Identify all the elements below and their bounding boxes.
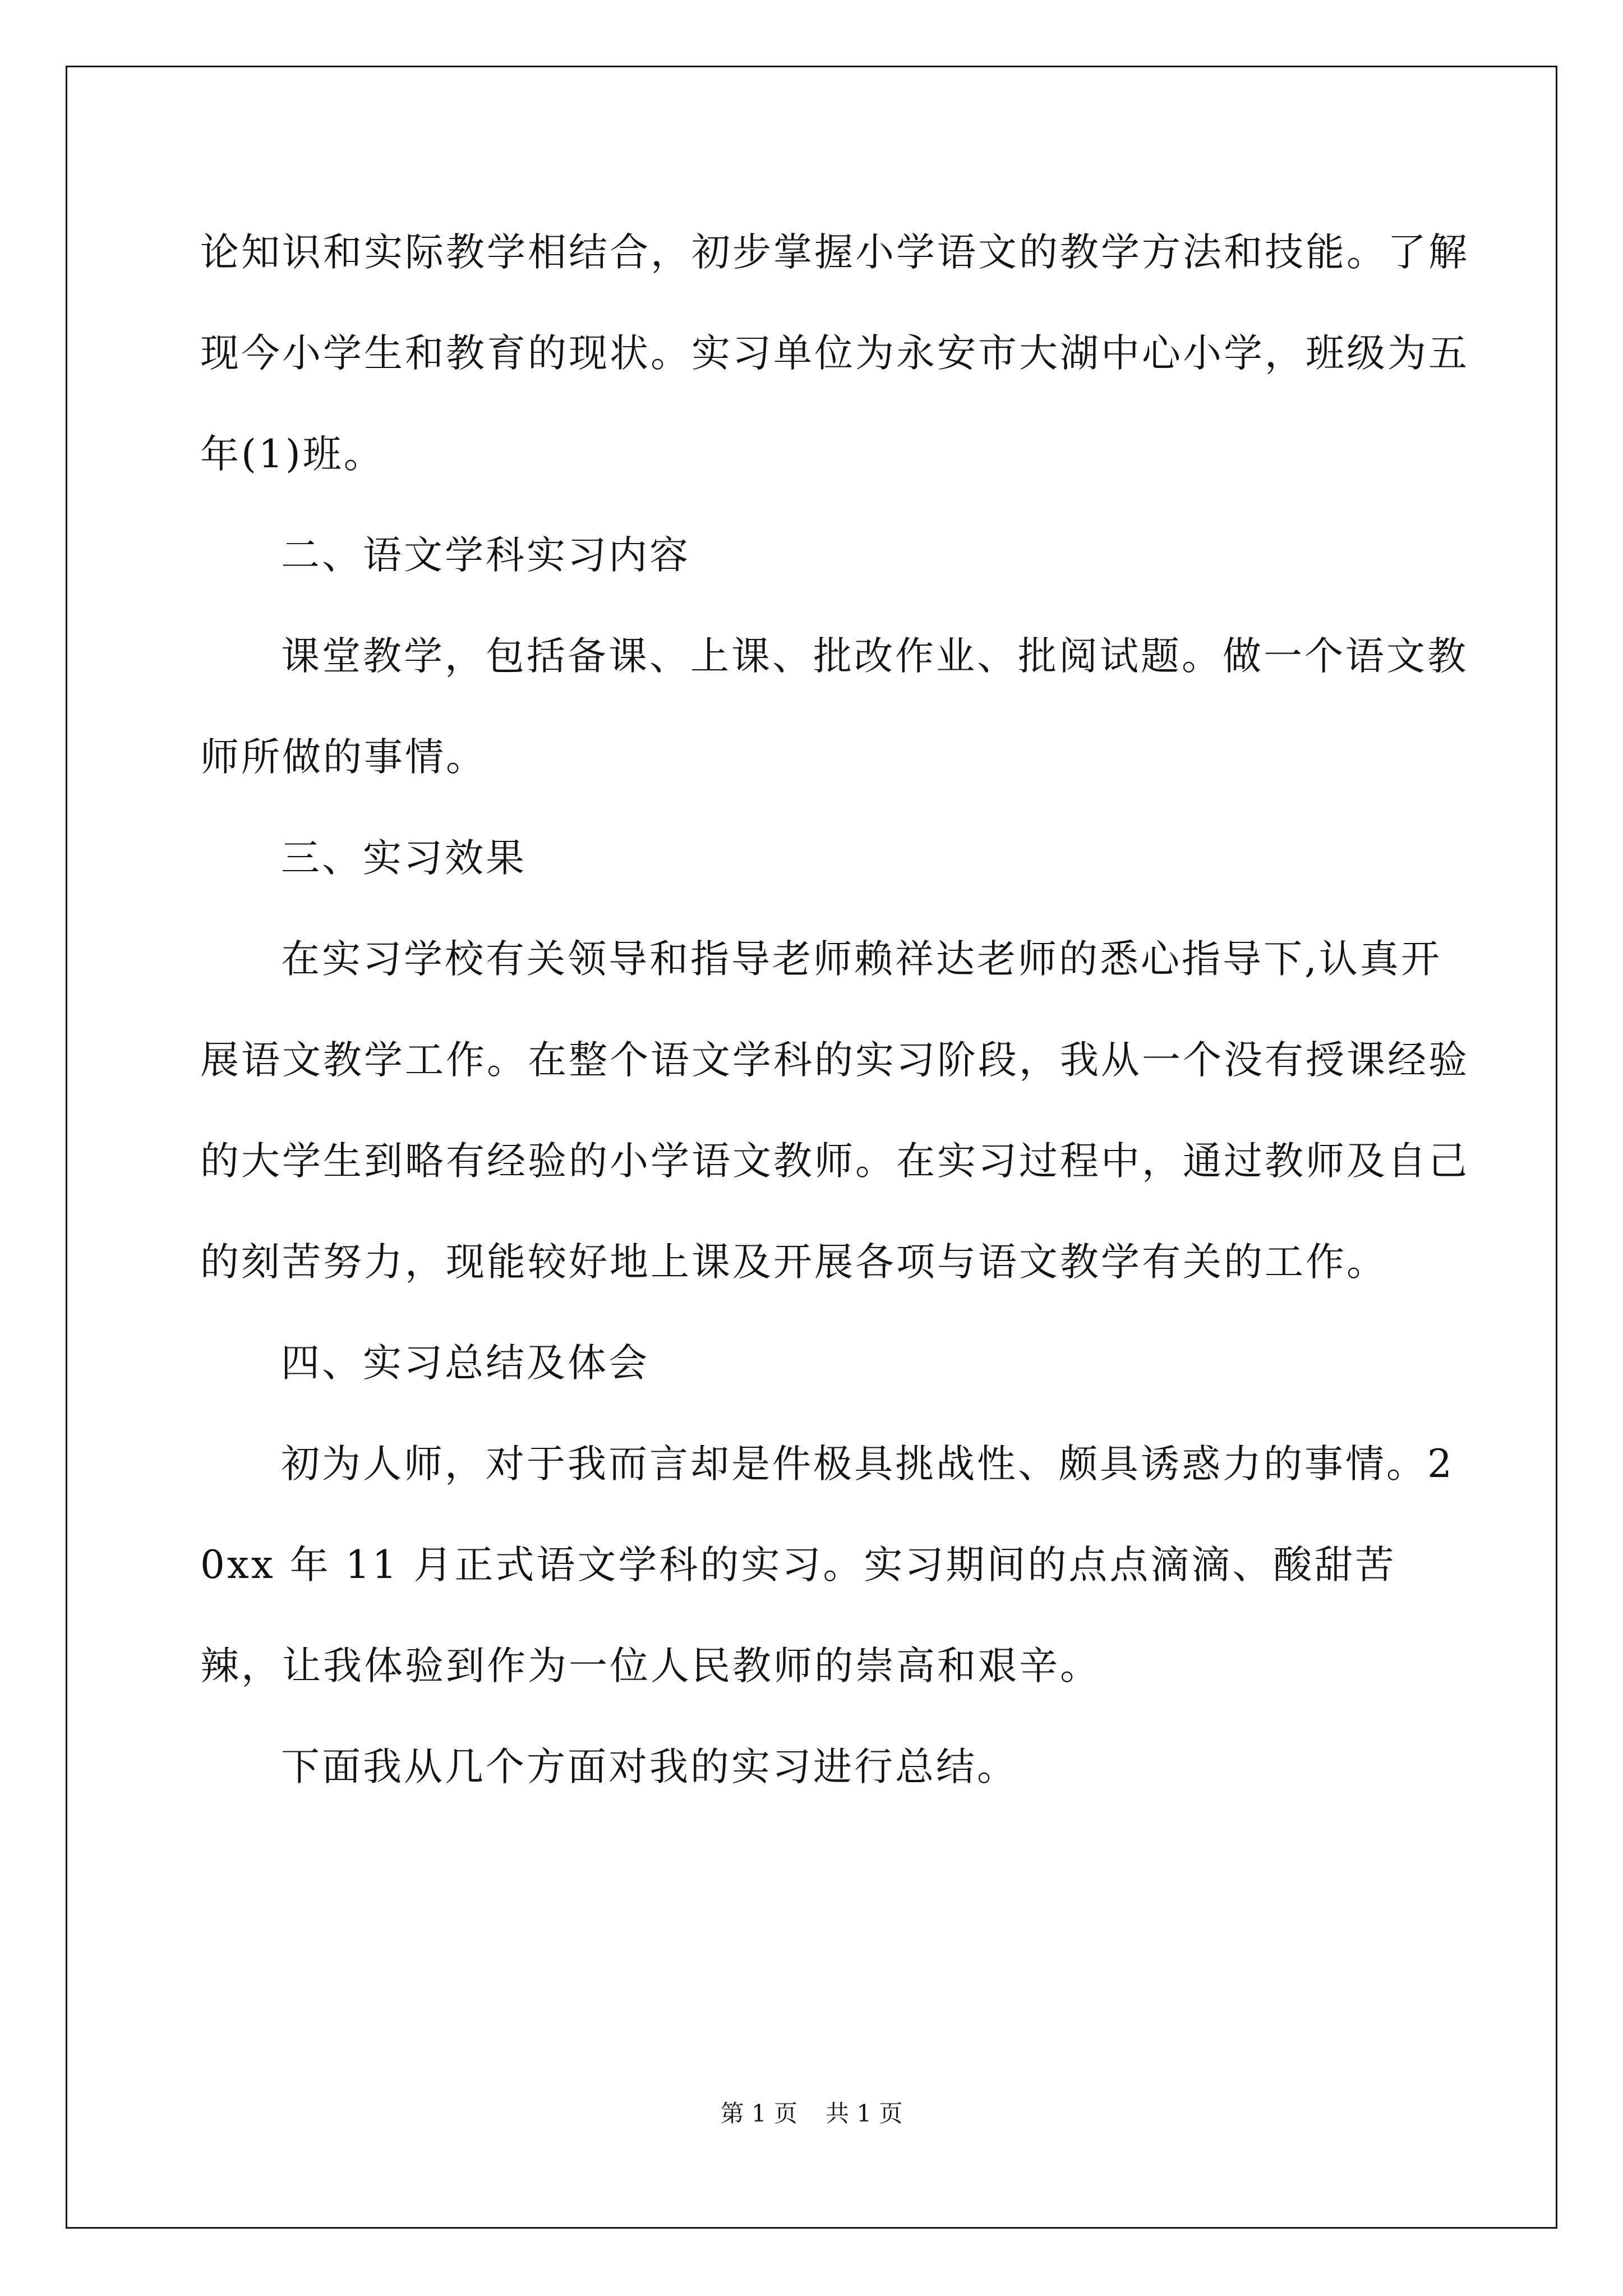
document-body	[200, 202, 1470, 1818]
paragraph-intro-continuation: 论知识和实际教学相结合，初步掌握小学语文的教学方法和技能。了解现今小学生和教育的现状。实习单位为永安市大湖中心小学，班级为五年(1)班。	[200, 230, 1469, 477]
section-heading-effect: 三、实习效果	[281, 836, 527, 881]
page-footer	[0, 2097, 1623, 2131]
paragraph-content: 课堂教学，包括备课、上课、批改作业、批阅试题。做一个语文教师所做的事情。	[200, 634, 1468, 780]
paragraph-closing: 下面我从几个方面对我的实习进行总结。	[281, 1745, 1018, 1789]
section-heading-summary: 四、实习总结及体会	[281, 1341, 649, 1386]
paragraph-summary: 初为人师，对于我而言却是件极具挑战性、颇具诱惑力的事情。20xx 年 11 月正式语文学科的实习。实习期间的点点滴滴、酸甜苦辣，让我体验到作为一位人民教师的崇高和艰辛。	[200, 1442, 1454, 1688]
page-total: 共 1 页	[826, 2100, 903, 2127]
paragraph-effect: 在实习学校有关领导和指导老师赖祥达老师的悉心指导下,认真开展语文教学工作。在整个语文学科的实习阶段，我从一个没有授课经验的大学生到略有经验的小学语文教师。在实习过程中，通过教师及自己的刻苦努力，现能较好地上课及开展各项与语文教学有关的工作。	[200, 937, 1469, 1285]
section-heading-content: 二、语文学科实习内容	[281, 533, 690, 578]
page-number: 第 1 页	[720, 2100, 797, 2127]
